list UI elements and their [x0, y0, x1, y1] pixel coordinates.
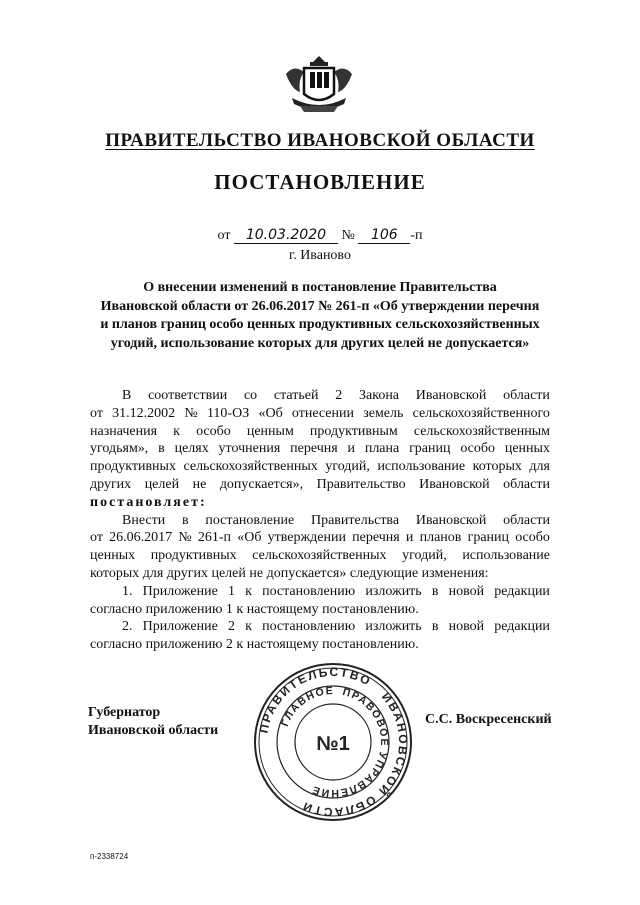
document-body [90, 387, 550, 654]
body-word: к [173, 423, 180, 439]
body-word: перечня [352, 530, 400, 546]
body-word: соответствии [148, 388, 228, 403]
body-word: новой [448, 583, 485, 599]
body-word: Закона [359, 388, 400, 403]
body-word: статьей [273, 388, 319, 403]
body-line [90, 423, 550, 441]
city-line: г. Иваново [289, 248, 351, 263]
body-word: к [245, 619, 252, 635]
body-word: редакции [494, 619, 550, 635]
body-word: для [529, 459, 550, 475]
signer-position [88, 704, 218, 740]
body-word: 2 [227, 619, 235, 635]
document-type-heading: ПОСТАНОВЛЕНИЕ [214, 170, 426, 194]
body-word: 26.06.2017 [109, 530, 173, 546]
body-word: согласно приложению 1 к настоящему постановлению. [90, 601, 419, 617]
body-word: изложить [365, 619, 422, 635]
body-word: со [243, 388, 258, 403]
body-word: области [503, 512, 550, 528]
body-line [90, 440, 550, 458]
body-word: В [122, 388, 132, 403]
body-word: и [405, 530, 414, 546]
body-word: в [158, 441, 165, 457]
body-line [90, 476, 550, 494]
body-line [90, 387, 550, 405]
body-word: целей [144, 476, 180, 492]
body-word: согласно приложению 2 к настоящему постановлению. [90, 637, 419, 653]
body-word: использование [462, 548, 550, 564]
body-word: Правительства [310, 512, 400, 528]
coat-of-arms-emblem [278, 52, 360, 116]
body-word: допускается», [219, 476, 304, 492]
body-word: 2. [122, 619, 133, 635]
body-word: перечня [290, 441, 338, 457]
body-word: от [90, 530, 103, 546]
body-word: границ [409, 441, 451, 457]
organization-title: ПРАВИТЕЛЬСТВО ИВАНОВСКОЙ ОБЛАСТИ [105, 130, 535, 151]
body-word: 2 [335, 388, 343, 403]
body-word: 261-п [197, 530, 232, 546]
body-word: к [245, 583, 252, 599]
body-word: продуктивных [150, 548, 237, 564]
date-number-line [0, 228, 640, 244]
body-word: «Об [258, 405, 283, 421]
body-line [90, 601, 550, 619]
body-word: «Об [237, 530, 262, 546]
body-word: новой [448, 619, 485, 635]
body-word: 31.12.2002 [112, 405, 176, 421]
number-suffix: -п [410, 228, 423, 243]
signer-region: Ивановской области [88, 723, 219, 738]
body-word: планов [419, 530, 462, 546]
body-word: угодий, [402, 548, 447, 564]
body-word: 1. [122, 583, 133, 599]
handwritten-number: 106 [358, 228, 410, 244]
number-prefix: № [341, 228, 355, 243]
body-word: сельскохозяйственного [412, 405, 550, 421]
body-word: границ [467, 530, 510, 546]
body-word: 1 [227, 583, 235, 599]
body-word: 110-ОЗ [206, 405, 250, 421]
document-code: п-2338724 [90, 852, 129, 861]
resolves-keyword: постановляет: [90, 494, 207, 510]
subject-line: Ивановской области от 26.06.2017 № 261-п «Об утверждении перечня [100, 298, 540, 314]
body-word: редакции [494, 583, 550, 599]
body-word: сельскохозяйственных [183, 459, 318, 475]
body-word: утверждении [267, 530, 346, 546]
body-word: назначения [90, 423, 158, 439]
stamp-number: №1 [316, 733, 350, 755]
body-word: уточнения [218, 441, 281, 457]
body-line [90, 565, 550, 583]
body-line [90, 405, 550, 423]
body-word: особо [196, 423, 231, 439]
stamp-inner-left-text: ГЛАВНОЕ [278, 684, 335, 729]
stamp-outer-right-text: ИВАНОВСКОЙ ОБЛАСТИ [299, 689, 411, 820]
body-word: постановлению [262, 583, 356, 599]
body-word: земель [363, 405, 404, 421]
body-word: особо [460, 441, 496, 457]
body-line [90, 512, 550, 530]
body-word: Правительство [316, 476, 406, 492]
body-word: постановление [205, 512, 295, 528]
body-word: использование [377, 459, 466, 475]
body-word: не [192, 476, 207, 492]
body-word: Ивановской [415, 388, 487, 403]
date-prefix: от [217, 228, 231, 243]
signer-name: С.С. Воскресенский [425, 712, 552, 727]
body-word: от [90, 405, 103, 421]
body-word: Приложение [142, 583, 218, 599]
handwritten-date: 10.03.2020 [234, 228, 338, 244]
body-word: особо [515, 530, 550, 546]
body-word: отнесении [291, 405, 354, 421]
subject-line: О внесении изменений в постановление Правительства [143, 280, 497, 295]
body-word: Внести [122, 512, 166, 528]
body-word: которых для других целей не допускается» следующие изменения: [90, 565, 489, 581]
stamp-inner-right-text: ПРАВОВОЕ УПРАВЛЕНИЕ [309, 685, 391, 800]
subject-line: угодий, использование которых для других целей не допускается» [110, 335, 530, 351]
body-word: области [503, 476, 550, 492]
body-word: в [431, 583, 439, 599]
body-word: Ивановской [415, 512, 487, 528]
body-line [90, 458, 550, 476]
body-word: и [347, 441, 355, 457]
body-word: угодьям», [90, 441, 149, 457]
body-word: целях [174, 441, 209, 457]
subject-line: и планов границ особо ценных продуктивных сельскохозяйственных [100, 317, 540, 332]
body-word: сельскохозяйственным [413, 423, 550, 439]
body-word: ценным [246, 423, 294, 439]
body-word: изложить [365, 583, 422, 599]
body-line [90, 529, 550, 547]
body-word: Приложение [142, 619, 218, 635]
body-word: области [503, 388, 550, 403]
body-word: ценных [504, 441, 550, 457]
body-line [90, 547, 550, 565]
body-word: угодий, [325, 459, 370, 475]
body-word: плана [364, 441, 400, 457]
body-word: в [431, 619, 439, 635]
body-line [90, 618, 550, 636]
body-word: продуктивных [90, 459, 176, 475]
subject-heading [82, 279, 558, 353]
body-word: № [178, 530, 192, 546]
body-word: в [181, 512, 189, 528]
body-word: ценных [90, 548, 136, 564]
body-word: других [90, 476, 132, 492]
body-word: Ивановской [419, 476, 490, 492]
signer-title: Губернатор [88, 705, 161, 720]
body-word: сельскохозяйственных [252, 548, 387, 564]
official-stamp [251, 660, 415, 824]
body-word: № [184, 405, 198, 421]
body-word: которых [472, 459, 522, 475]
body-word: постановлению [262, 619, 356, 635]
body-line [90, 583, 550, 601]
body-word: продуктивным [309, 423, 398, 439]
stamp-outer-left-text: ПРАВИТЕЛЬСТВО [256, 664, 375, 735]
body-line [90, 636, 550, 654]
